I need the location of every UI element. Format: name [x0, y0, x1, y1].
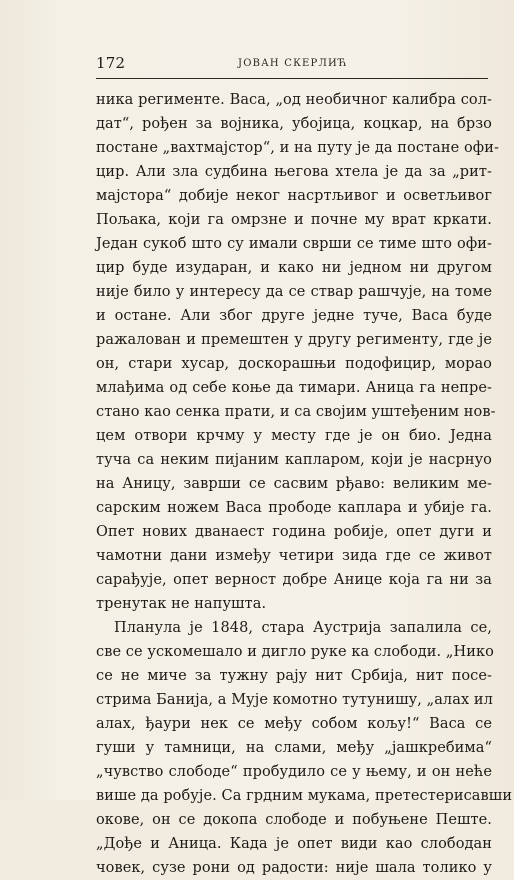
page-header	[96, 54, 488, 78]
text-line-33: човек, сузе рони од радости: није шала толико у	[96, 860, 492, 876]
text-line-24: све се ускомешало и дигло руке ка слободи. „Нико	[96, 644, 494, 660]
text-line-3: постане „вахтмајстор“, и на путу је да постане офи-	[96, 140, 499, 156]
text-line-4: цир. Али зла судбина његова хтела је да за „рит-	[96, 164, 492, 180]
text-line-10: и остане. Али због друге једне туче, Васа буде	[96, 308, 492, 324]
page-number: 172	[96, 54, 126, 72]
text-line-30: више да робује. Са грдним мукама, претестерисавши	[96, 788, 513, 804]
text-line-22: тренутак не напушта.	[96, 596, 267, 612]
text-line-12: он, стари хусар, доскорашњи подофицир, морао	[96, 356, 492, 372]
text-line-9: није било у интересу да се ствар рашчује, на томе	[96, 284, 492, 300]
text-line-25: се не миче за тужну рају нит Србија, нит посе-	[96, 668, 492, 684]
text-line-11: ражалован и премештен у другу регименту, где је	[96, 332, 492, 348]
text-line-20: чамотни дани између четири зида где се живот	[96, 548, 492, 564]
text-line-1: ника регименте. Васа, „од необичног калибра сол-	[96, 92, 492, 108]
header-rule	[96, 78, 488, 79]
text-line-32: „Дође и Аница. Када је опет види као слободан	[96, 836, 492, 852]
text-line-27: алах, ђаури нек се међу собом кољу!“ Васа се	[96, 716, 492, 732]
text-line-26: стрима Банија, а Мује комотно тутунишу, „алах ил	[96, 692, 493, 708]
text-line-16: туча са неким пијаним каплаpом, који је насрнуо	[96, 452, 492, 468]
body-text	[96, 88, 513, 880]
text-line-5: мајстора“ добије неког насртљивог и осветљивог	[96, 188, 492, 204]
text-line-17: на Аницу, заврши се сасвим рђаво: великим ме-	[96, 476, 492, 492]
text-line-18: сарским ножем Васа прободе каплара и убије га.	[96, 500, 492, 516]
text-line-6: Пољака, који га омрзне и почне му врат кркати.	[96, 212, 492, 228]
text-line-19: Опет нових дванаест година робије, опет дуги и	[96, 524, 492, 540]
text-line-14: стано као сенка прати, и са својим уштеђеним нов-	[96, 404, 496, 420]
text-line-21: сарађује, опет верност добре Анице која га ни за	[96, 572, 492, 588]
text-line-7: Један сукоб што су имали сврши се тиме што офи-	[96, 236, 492, 252]
text-line-13: млађима од себе коње да тимари. Аница га непре-	[96, 380, 492, 396]
text-line-15: цем отвори крчму у месту где је он био. Једна	[96, 428, 492, 444]
text-line-23: Планула је 1848, стара Аустрија запалила се,	[114, 620, 492, 636]
text-line-8: цир буде изударан, и како ни једном ни другом	[96, 260, 492, 276]
text-line-28: гуши у тамници, на слами, међу „јашкребима“	[96, 740, 492, 756]
text-line-2: дат“, рођен за војника, убојица, коцкар, на брзо	[96, 116, 492, 132]
running-head: ЈОВАН СКЕРЛИЋ	[238, 58, 348, 69]
text-line-31: окове, он се докопа слободе и побуњене Пеште.	[96, 812, 492, 828]
text-line-29: „чувство слободе“ пробудило се у њему, и он неће	[96, 764, 492, 780]
